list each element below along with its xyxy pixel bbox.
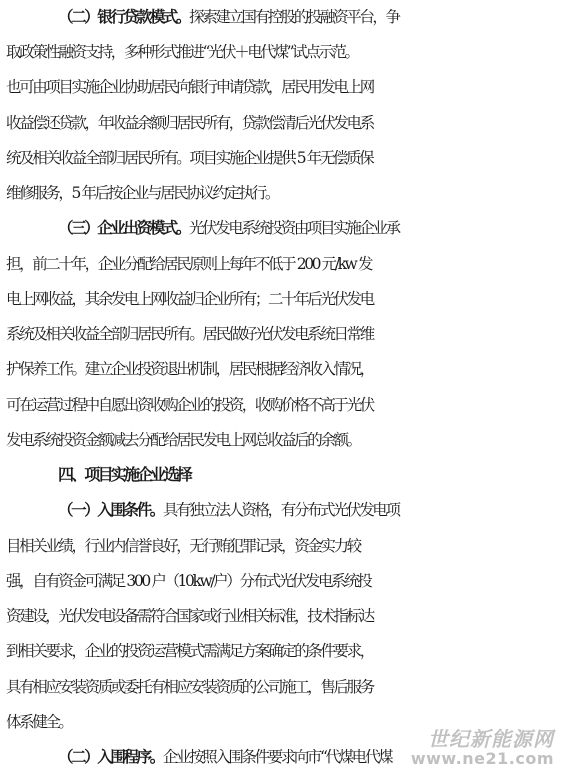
paragraph-line <box>0 218 562 238</box>
paragraph-line <box>0 7 562 27</box>
paragraph-lead: （二）银行贷款模式。 <box>58 7 190 26</box>
section-heading: 四、项目实施企业选择 <box>58 465 191 485</box>
paragraph-line: 可在运营过程中自愿出资收购企业的投资，收购价格不高于光伏 <box>6 395 373 414</box>
paragraph-line: 强，自有资金可满足 300 户（10kw/户）分布式光伏发电系统投 <box>6 571 371 590</box>
paragraph-text: 光伏发电系统投资由项目实施企业承 <box>189 219 399 238</box>
paragraph-text: 具有独立法人资格，有分布式光伏发电项 <box>162 501 399 520</box>
paragraph-line: 系统及相关收益全部归居民所有。居民做好光伏发电系统日常维 <box>6 325 373 344</box>
paragraph-line: 资建设，光伏发电设备需符合国家或行业相关标准，技术指标达 <box>6 607 373 626</box>
paragraph-line <box>0 747 562 767</box>
watermark-url: www.ne21.com <box>410 749 554 768</box>
paragraph-text: 探索建立国有控股的投融资平台，争 <box>189 8 399 26</box>
paragraph-line: 统及相关收益全部归居民所有。项目实施企业提供 5 年无偿质保 <box>6 148 373 167</box>
paragraph-line: 目相关业绩，行业内信誉良好，无行贿犯罪记录，资金实力较 <box>6 536 360 555</box>
paragraph-line: 具有相应安装资质或委托有相应安装资质的公司施工，售后服务 <box>6 677 373 696</box>
paragraph-lead: （三）企业出资模式。 <box>58 218 190 238</box>
paragraph-line: 电上网收益，其余发电上网收益归企业所有；二十年后光伏发电 <box>6 289 373 308</box>
paragraph-line: 收益偿还贷款，年收益余额归居民所有，贷款偿清后光伏发电系 <box>6 113 373 132</box>
watermark-title: 世纪新能源网 <box>428 727 554 751</box>
paragraph-line: 护保养工作。建立企业投资退出机制，居民根据经济收入情况， <box>6 360 373 379</box>
paragraph-line: 取政策性融资支持，多种形式推进“光伏＋电代煤”试点示范。 <box>6 43 358 62</box>
paragraph-line: 到相关要求，企业的投资运营模式需满足方案确定的条件要求， <box>6 642 373 661</box>
paragraph-line: 发电系统投资金额减去分配给居民发电上网总收益后的余额。 <box>6 430 360 449</box>
paragraph-line: 维修服务，5 年后按企业与居民协议约定执行。 <box>6 184 278 203</box>
paragraph-text: 企业按照入围条件要求向市“代煤电代煤 <box>162 748 392 766</box>
paragraph-line: 担，前二十年，企业分配给居民原则上每年不低于 200 元/kw 发 <box>6 254 372 273</box>
paragraph-lead: （一）入围条件。 <box>58 500 163 520</box>
paragraph-line: 体系健全。 <box>6 712 72 731</box>
paragraph-line <box>0 500 562 520</box>
paragraph-lead: （二）入围程序。 <box>58 747 163 766</box>
paragraph-line: 也可由项目实施企业协助居民向银行申请贷款，居民用发电上网 <box>6 78 373 97</box>
